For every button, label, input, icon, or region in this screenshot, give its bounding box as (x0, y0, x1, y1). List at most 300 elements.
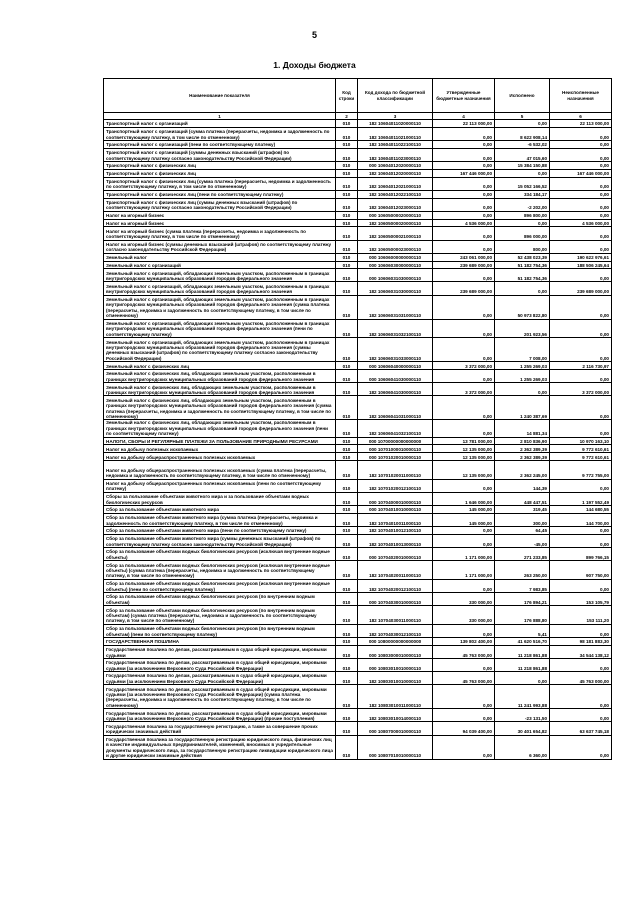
row-name: Налог на игорный бизнес (суммы денежных взысканий (штрафов) по соответствующему платежу согласно законодательству Российской Федерации) (104, 240, 336, 253)
row-line-code: 010 (336, 190, 358, 198)
row-unexecuted-value: 899 766,15 (550, 547, 612, 560)
table-row (104, 319, 612, 338)
table-row (104, 370, 612, 383)
table-row (104, 492, 612, 505)
row-approved-value: 0,00 (433, 420, 495, 437)
row-executed-value: 0,00 (495, 219, 550, 227)
table-row (104, 198, 612, 211)
row-line-code: 010 (336, 211, 358, 219)
row-approved-value: 0,00 (433, 685, 495, 709)
row-name: Налог на игорный бизнес (104, 211, 336, 219)
column-number: 5 (495, 113, 550, 120)
row-unexecuted-value: 190 622 976,61 (550, 253, 612, 261)
row-executed-value: 41 620 516,70 (495, 637, 550, 645)
column-number-row (104, 113, 612, 120)
row-approved-value: 0,00 (433, 338, 495, 362)
row-line-code: 010 (336, 445, 358, 453)
header-executed: Исполнено (495, 79, 550, 113)
header-indicator-name: Наименование показателя (104, 79, 336, 113)
row-line-code: 010 (336, 527, 358, 535)
row-executed-value: 52 438 023,39 (495, 253, 550, 261)
row-executed-value: 7 008,00 (495, 338, 550, 362)
header-line-code: Код строки (336, 79, 358, 113)
row-line-code: 010 (336, 437, 358, 445)
row-unexecuted-value: 22 113 000,00 (550, 120, 612, 128)
table-body (104, 120, 612, 760)
row-name: Земельный налог с организаций, обладающих земельным участком, расположенным в границах внутригородских муниципальных образований городов федерального значения (104, 269, 336, 282)
table-row (104, 645, 612, 658)
row-approved-value: 22 113 000,00 (433, 120, 495, 128)
row-approved-value: 0,00 (433, 624, 495, 637)
row-approved-value: 12 135 000,00 (433, 445, 495, 453)
row-name: Транспортный налог с физических лиц (104, 169, 336, 177)
row-line-code: 010 (336, 240, 358, 253)
row-executed-value: 64,45 (495, 527, 550, 535)
row-classification-code: 182 10606031032100110 (358, 319, 433, 338)
row-name: Земельный налог с организаций, обладающих земельным участком, расположенным в границах внутригородских муниципальных образований городов федерального значения (пени по соответствующему платежу) (104, 319, 336, 338)
row-approved-value: 0,00 (433, 735, 495, 759)
row-name: Налог на добычу общераспространенных полезных ископаемых (104, 453, 336, 461)
table-header-row (104, 79, 612, 113)
row-executed-value: 0,00 (495, 383, 550, 396)
row-approved-value: 0,00 (433, 177, 495, 190)
row-name: Земельный налог с организаций (104, 261, 336, 269)
row-classification-code: 000 10606041030000110 (358, 370, 433, 383)
table-row (104, 161, 612, 169)
row-executed-value: 2 362 389,39 (495, 453, 550, 461)
row-approved-value: 0,00 (433, 527, 495, 535)
row-name: Земельный налог (104, 253, 336, 261)
row-approved-value: 1 171 000,00 (433, 561, 495, 580)
row-classification-code: 182 10701020012100110 (358, 479, 433, 492)
row-name: НАЛОГИ, СБОРЫ И РЕГУЛЯРНЫЕ ПЛАТЕЖИ ЗА ПОЛЬЗОВАНИЕ ПРИРОДНЫМИ РЕСУРСАМИ (104, 437, 336, 445)
row-name: Государственная пошлина по делам, рассматриваемым в судах общей юрисдикции, мировыми судьями (за исключением Верховного Суда Российской Федерации) (104, 658, 336, 671)
row-classification-code: 000 10605000020000110 (358, 211, 433, 219)
column-number: 2 (336, 113, 358, 120)
table-row (104, 445, 612, 453)
row-classification-code: 182 10604012021000110 (358, 177, 433, 190)
table-row (104, 722, 612, 735)
row-approved-value: 1 646 000,00 (433, 492, 495, 505)
row-executed-value: 2 362 389,39 (495, 445, 550, 453)
row-line-code: 010 (336, 561, 358, 580)
row-unexecuted-value: 0,00 (550, 624, 612, 637)
row-executed-value: 896 000,00 (495, 227, 550, 240)
header-approved-appropriations: Утвержденные бюджетные назначения (433, 79, 495, 113)
row-line-code: 010 (336, 592, 358, 605)
row-classification-code: 182 10606041031000110 (358, 396, 433, 420)
row-executed-value: 7 983,85 (495, 579, 550, 592)
row-unexecuted-value: 1 197 552,49 (550, 492, 612, 505)
row-name: Транспортный налог с физических лиц (104, 161, 336, 169)
row-approved-value: 0,00 (433, 127, 495, 140)
row-line-code: 010 (336, 453, 358, 461)
row-executed-value: 319,45 (495, 506, 550, 514)
row-line-code: 010 (336, 161, 358, 169)
table-row (104, 295, 612, 319)
column-number: 4 (433, 113, 495, 120)
row-name: Государственная пошлина за государственную регистрацию, а также за совершение прочих юридически значимых действий (104, 722, 336, 735)
row-classification-code: 182 10606031030000110 (358, 282, 433, 295)
row-executed-value: 201 923,56 (495, 319, 550, 338)
row-name: Транспортный налог с организаций (пени по соответствующему платежу) (104, 140, 336, 148)
row-approved-value: 0,00 (433, 240, 495, 253)
row-line-code: 010 (336, 127, 358, 140)
row-approved-value: 45 763 000,00 (433, 645, 495, 658)
row-line-code: 010 (336, 319, 358, 338)
row-unexecuted-value: 4 536 000,00 (550, 219, 612, 227)
row-unexecuted-value: 0,00 (550, 269, 612, 282)
row-classification-code: 182 10704030011000110 (358, 606, 433, 625)
table-row (104, 461, 612, 480)
row-line-code: 010 (336, 645, 358, 658)
row-line-code: 010 (336, 295, 358, 319)
row-classification-code: 182 10704020011000110 (358, 561, 433, 580)
row-unexecuted-value: 0,00 (550, 295, 612, 319)
row-line-code: 010 (336, 396, 358, 420)
row-unexecuted-value: 98 181 883,30 (550, 637, 612, 645)
row-name: Государственная пошлина по делам, рассматриваемым в судах общей юрисдикции, мировыми судьями (за исключением Верховного Суда Российской Федерации) (прочие поступления) (104, 709, 336, 722)
row-classification-code: 182 10606041032100110 (358, 420, 433, 437)
row-line-code: 010 (336, 479, 358, 492)
row-name: Государственная пошлина за государственную регистрацию юридического лица, физических лиц в качестве индивидуальных предпринимателей, изменений, вносимых в учредительные документы юридического лица, за государственную регистрацию ликвидации юридического лица и другие юридически значимые действия (104, 735, 336, 759)
row-executed-value: 176 888,80 (495, 606, 550, 625)
row-unexecuted-value: 0,00 (550, 396, 612, 420)
row-executed-value: 800,00 (495, 240, 550, 253)
row-approved-value: 0,00 (433, 479, 495, 492)
row-unexecuted-value: 0,00 (550, 127, 612, 140)
row-classification-code: 000 10704000010000110 (358, 492, 433, 505)
row-approved-value: 145 000,00 (433, 513, 495, 526)
row-executed-value: -23 131,50 (495, 709, 550, 722)
row-unexecuted-value: 0,00 (550, 658, 612, 671)
row-classification-code: 182 10604012022100110 (358, 190, 433, 198)
row-unexecuted-value: 0,00 (550, 148, 612, 161)
row-classification-code: 000 10606040000000110 (358, 362, 433, 370)
row-name: Земельный налог с физических лиц, обладающих земельным участком, расположенным в границах внутригородских муниципальных образований городов федерального значения (104, 383, 336, 396)
row-unexecuted-value: 2 116 730,97 (550, 362, 612, 370)
row-name: Сбор за пользование объектами водных биологических ресурсов (исключая внутренние водные объекты) (104, 547, 336, 560)
row-name: Сбор за пользование объектами животного мира (сумма платежа (перерасчеты, недоимка и задолженность по соответствующему платежу, в том числе по отмененному) (104, 513, 336, 526)
table-row (104, 709, 612, 722)
row-line-code: 010 (336, 383, 358, 396)
row-name: Сбор за пользование объектами водных биологических ресурсов (по внутренним водным объектам) (сумма платежа (перерасчеты, недоимка и задолженность по соответствующему платежу, в том числе по отмененному) (104, 606, 336, 625)
row-classification-code: 000 10807000010000110 (358, 722, 433, 735)
row-classification-code: 000 10807010010000110 (358, 735, 433, 759)
row-name: Сбор за пользование объектами водных биологических ресурсов (по внутренним водным объектам) (пени по соответствующему платежу) (104, 624, 336, 637)
table-row (104, 479, 612, 492)
table-row (104, 190, 612, 198)
row-approved-value: 45 763 000,00 (433, 672, 495, 685)
row-executed-value: 1 255 269,03 (495, 370, 550, 383)
row-classification-code: 000 10800000000000000 (358, 637, 433, 645)
row-line-code: 010 (336, 282, 358, 295)
row-executed-value: 11 218 861,88 (495, 658, 550, 671)
row-executed-value: -45,00 (495, 534, 550, 547)
column-number: 3 (358, 113, 433, 120)
table-row (104, 169, 612, 177)
header-budget-classification-code: Код дохода по бюджетной классификации (358, 79, 433, 113)
table-row (104, 606, 612, 625)
row-executed-value: 11 241 993,88 (495, 685, 550, 709)
row-executed-value: 51 182 754,36 (495, 269, 550, 282)
row-line-code: 010 (336, 709, 358, 722)
row-unexecuted-value: 239 689 000,00 (550, 282, 612, 295)
row-classification-code: 000 10701000010000110 (358, 445, 433, 453)
row-unexecuted-value: 0,00 (550, 534, 612, 547)
row-classification-code: 182 10606031033000110 (358, 338, 433, 362)
row-executed-value: -2 202,00 (495, 198, 550, 211)
row-unexecuted-value: 0,00 (550, 709, 612, 722)
row-line-code: 010 (336, 672, 358, 685)
row-unexecuted-value: 0,00 (550, 140, 612, 148)
row-name: Транспортный налог с физических лиц (сумма платежа (перерасчеты, недоимка и задолженность по соответствующему платежу, в том числе по отмененному) (104, 177, 336, 190)
table-row (104, 362, 612, 370)
table-row (104, 338, 612, 362)
row-unexecuted-value: 188 506 245,64 (550, 261, 612, 269)
row-name: Налог на добычу полезных ископаемых (104, 445, 336, 453)
row-executed-value: 0,00 (495, 282, 550, 295)
table-row (104, 506, 612, 514)
row-name: Земельный налог с физических лиц, обладающих земельным участком, расположенным в границах внутригородских муниципальных образований городов федерального значения (сумма платежа (перерасчеты, недоимка и задолженность по соответствующему платежу, в том числе по отмененному) (104, 396, 336, 420)
table-row (104, 396, 612, 420)
row-line-code: 010 (336, 169, 358, 177)
table-row (104, 269, 612, 282)
row-executed-value: 11 218 861,88 (495, 645, 550, 658)
row-line-code: 010 (336, 140, 358, 148)
row-classification-code: 000 10606030000000110 (358, 261, 433, 269)
row-approved-value: 167 446 000,00 (433, 169, 495, 177)
row-line-code: 010 (336, 637, 358, 645)
row-name: Транспортный налог с организаций (104, 120, 336, 128)
row-approved-value: 13 781 000,00 (433, 437, 495, 445)
row-classification-code: 182 10704020012100110 (358, 579, 433, 592)
row-approved-value: 3 372 000,00 (433, 383, 495, 396)
row-unexecuted-value: 167 446 000,00 (550, 169, 612, 177)
row-name: Земельный налог с физических лиц (104, 362, 336, 370)
table-row (104, 227, 612, 240)
row-executed-value: 1 240 387,69 (495, 396, 550, 420)
row-name: Транспортный налог с физических лиц (пени по соответствующему платежу) (104, 190, 336, 198)
row-executed-value: 271 233,85 (495, 547, 550, 560)
row-executed-value: 51 182 754,36 (495, 261, 550, 269)
row-approved-value: 0,00 (433, 579, 495, 592)
table-row (104, 437, 612, 445)
row-approved-value: 239 689 000,00 (433, 261, 495, 269)
row-classification-code: 182 10605000020000110 (358, 219, 433, 227)
row-name: Транспортный налог с организаций (суммы денежных взысканий (штрафов) по соответствующему платежу согласно законодательству Российской Федерации) (104, 148, 336, 161)
row-name: Транспортный налог с организаций (сумма платежа (перерасчеты, недоимка и задолженность по соответствующему платежу, в том числе по отмененному) (104, 127, 336, 140)
table-row (104, 282, 612, 295)
row-classification-code: 182 10604012020000110 (358, 169, 433, 177)
table-row (104, 592, 612, 605)
row-unexecuted-value: 0,00 (550, 240, 612, 253)
row-executed-value: 2 810 836,90 (495, 437, 550, 445)
row-classification-code: 000 10803000010000110 (358, 645, 433, 658)
row-line-code: 010 (336, 253, 358, 261)
row-line-code: 010 (336, 624, 358, 637)
row-executed-value: 50 973 822,80 (495, 295, 550, 319)
row-approved-value: 0,00 (433, 198, 495, 211)
row-classification-code: 000 10604012020000110 (358, 161, 433, 169)
row-line-code: 010 (336, 227, 358, 240)
page-number: 5 (311, 30, 317, 40)
document-title: 1. Доходы бюджета (273, 60, 356, 70)
row-classification-code: 182 10604011023000110 (358, 148, 433, 161)
table-row (104, 527, 612, 535)
table-row (104, 513, 612, 526)
row-executed-value: 6 360,00 (495, 735, 550, 759)
row-approved-value: 0,00 (433, 658, 495, 671)
row-name: Сбор за пользование объектами водных биологических ресурсов (исключая внутренние водные объекты) (сумма платежа (перерасчеты, недоимка и задолженность по соответствующему платежу, в том числе по отмененному) (104, 561, 336, 580)
row-approved-value: 0,00 (433, 534, 495, 547)
table-row (104, 672, 612, 685)
row-classification-code: 182 10701020011000110 (358, 461, 433, 480)
row-classification-code: 000 10606031030000110 (358, 269, 433, 282)
row-classification-code: 182 10606031031000110 (358, 295, 433, 319)
row-line-code: 010 (336, 722, 358, 735)
row-unexecuted-value: 0,00 (550, 319, 612, 338)
row-line-code: 010 (336, 420, 358, 437)
row-unexecuted-value: 0,00 (550, 735, 612, 759)
row-unexecuted-value: 0,00 (550, 685, 612, 709)
row-line-code: 010 (336, 579, 358, 592)
row-name: Земельный налог с физических лиц, обладающих земельным участком, расположенным в границах внутригородских муниципальных образований городов федерального значения (104, 370, 336, 383)
row-approved-value: 330 000,00 (433, 606, 495, 625)
budget-revenue-table (103, 78, 612, 760)
row-line-code: 010 (336, 547, 358, 560)
row-executed-value: 15 052 166,52 (495, 177, 550, 190)
table-row (104, 624, 612, 637)
row-name: Налог на добычу общераспространенных полезных ископаемых (пени по соответствующему платежу) (104, 479, 336, 492)
row-unexecuted-value: 0,00 (550, 161, 612, 169)
row-classification-code: 182 10604011022100110 (358, 140, 433, 148)
row-line-code: 010 (336, 198, 358, 211)
row-line-code: 010 (336, 492, 358, 505)
row-line-code: 010 (336, 120, 358, 128)
row-classification-code: 000 10704020010000110 (358, 547, 433, 560)
row-name: Налог на игорный бизнес (сумма платежа (перерасчеты, недоимка и задолженность по соответствующему платежу, в том числе по отмененному) (104, 227, 336, 240)
row-name: Земельный налог с организаций, обладающих земельным участком, расположенным в границах внутригородских муниципальных образований городов федерального значения (сумма платежа (перерасчеты, недоимка и задолженность по соответствующему платежу, в том числе по отмененному) (104, 295, 336, 319)
row-classification-code: 000 10704010010000110 (358, 506, 433, 514)
row-executed-value: 300,00 (495, 513, 550, 526)
row-approved-value: 145 000,00 (433, 506, 495, 514)
row-executed-value: -6 532,02 (495, 140, 550, 148)
row-unexecuted-value: 63 637 745,18 (550, 722, 612, 735)
row-executed-value: 1 255 269,03 (495, 362, 550, 370)
row-classification-code: 182 10605000021000110 (358, 227, 433, 240)
row-approved-value: 139 802 400,00 (433, 637, 495, 645)
table-row (104, 561, 612, 580)
row-name: Сборы за пользование объектами животного мира и за пользование объектами водных биологических ресурсов (104, 492, 336, 505)
row-line-code: 010 (336, 269, 358, 282)
row-approved-value: 0,00 (433, 370, 495, 383)
row-approved-value: 4 536 000,00 (433, 219, 495, 227)
row-approved-value: 94 039 400,00 (433, 722, 495, 735)
row-unexecuted-value: 9 772 610,61 (550, 453, 612, 461)
row-unexecuted-value: 144 680,55 (550, 506, 612, 514)
row-executed-value: 0,00 (495, 120, 550, 128)
row-name: Налог на добычу общераспространенных полезных ископаемых (сумма платежа (перерасчеты, недоимка и задолженность по соответствующему платежу, в том числе по отмененному) (104, 461, 336, 480)
row-classification-code: 000 10700000000000000 (358, 437, 433, 445)
row-line-code: 010 (336, 461, 358, 480)
row-name: Земельный налог с организаций, обладающих земельным участком, расположенным в границах внутригородских муниципальных образований городов федерального значения (104, 282, 336, 295)
table-row (104, 240, 612, 253)
column-number: 1 (104, 113, 336, 120)
table-row (104, 547, 612, 560)
table-row (104, 534, 612, 547)
table-row (104, 637, 612, 645)
row-executed-value: 0,00 (495, 672, 550, 685)
row-approved-value: 0,00 (433, 227, 495, 240)
row-unexecuted-value: 9 772 755,00 (550, 461, 612, 480)
row-unexecuted-value: 0,00 (550, 227, 612, 240)
row-line-code: 010 (336, 177, 358, 190)
row-name: ГОСУДАРСТВЕННАЯ ПОШЛИНА (104, 637, 336, 645)
row-classification-code: 182 10704010012100110 (358, 527, 433, 535)
row-unexecuted-value: 907 750,00 (550, 561, 612, 580)
row-executed-value: 176 894,21 (495, 592, 550, 605)
row-line-code: 010 (336, 534, 358, 547)
row-approved-value: 0,00 (433, 190, 495, 198)
row-approved-value: 239 689 000,00 (433, 282, 495, 295)
row-classification-code: 182 10606041030000110 (358, 383, 433, 396)
row-approved-value: 0,00 (433, 269, 495, 282)
row-unexecuted-value: 10 970 163,10 (550, 437, 612, 445)
row-unexecuted-value: 0,00 (550, 177, 612, 190)
table-row (104, 453, 612, 461)
row-line-code: 010 (336, 513, 358, 526)
row-name: Государственная пошлина по делам, рассматриваемым в судах общей юрисдикции, мировыми судьями (за исключением Верховного Суда Российской Федерации) (104, 672, 336, 685)
row-classification-code: 000 10606000000000110 (358, 253, 433, 261)
row-unexecuted-value: 0,00 (550, 527, 612, 535)
row-executed-value: 334 184,17 (495, 190, 550, 198)
row-approved-value: 1 171 000,00 (433, 547, 495, 560)
row-approved-value: 0,00 (433, 396, 495, 420)
table-row (104, 219, 612, 227)
row-unexecuted-value: 153 105,79 (550, 592, 612, 605)
row-classification-code: 182 10803010014000110 (358, 709, 433, 722)
row-approved-value: 0,00 (433, 295, 495, 319)
row-executed-value: 15 384 150,88 (495, 161, 550, 169)
row-executed-value: 2 362 245,00 (495, 461, 550, 480)
row-classification-code: 182 10704030012100110 (358, 624, 433, 637)
table-row (104, 735, 612, 759)
row-executed-value: 0,00 (495, 169, 550, 177)
row-executed-value: 144,39 (495, 479, 550, 492)
row-name: Земельный налог с физических лиц, обладающих земельным участком, расположенным в границах внутригородских муниципальных образований городов федерального значения (пени по соответствующему платежу) (104, 420, 336, 437)
row-approved-value: 12 135 000,00 (433, 453, 495, 461)
table-row (104, 120, 612, 128)
row-approved-value: 330 000,00 (433, 592, 495, 605)
row-unexecuted-value: 0,00 (550, 479, 612, 492)
table-row (104, 177, 612, 190)
row-unexecuted-value: 45 763 000,00 (550, 672, 612, 685)
table-row (104, 420, 612, 437)
row-unexecuted-value: 9 772 610,61 (550, 445, 612, 453)
row-name: Государственная пошлина по делам, рассматриваемым в судах общей юрисдикции, мировыми судьями (за исключением Верховного Суда Российской Федерации) (сумма платежа (перерасчеты, недоимка и задолженность по соответствующему платежу, в том числе по отмененному) (104, 685, 336, 709)
table-row (104, 685, 612, 709)
row-executed-value: 8 622 908,14 (495, 127, 550, 140)
table-row (104, 253, 612, 261)
table-row (104, 579, 612, 592)
row-line-code: 010 (336, 338, 358, 362)
row-name: Сбор за пользование объектами водных биологических ресурсов (исключая внутренние водные объекты) (пени по соответствующему платежу) (104, 579, 336, 592)
row-approved-value: 0,00 (433, 211, 495, 219)
row-line-code: 010 (336, 606, 358, 625)
column-number: 6 (550, 113, 612, 120)
row-line-code: 010 (336, 261, 358, 269)
